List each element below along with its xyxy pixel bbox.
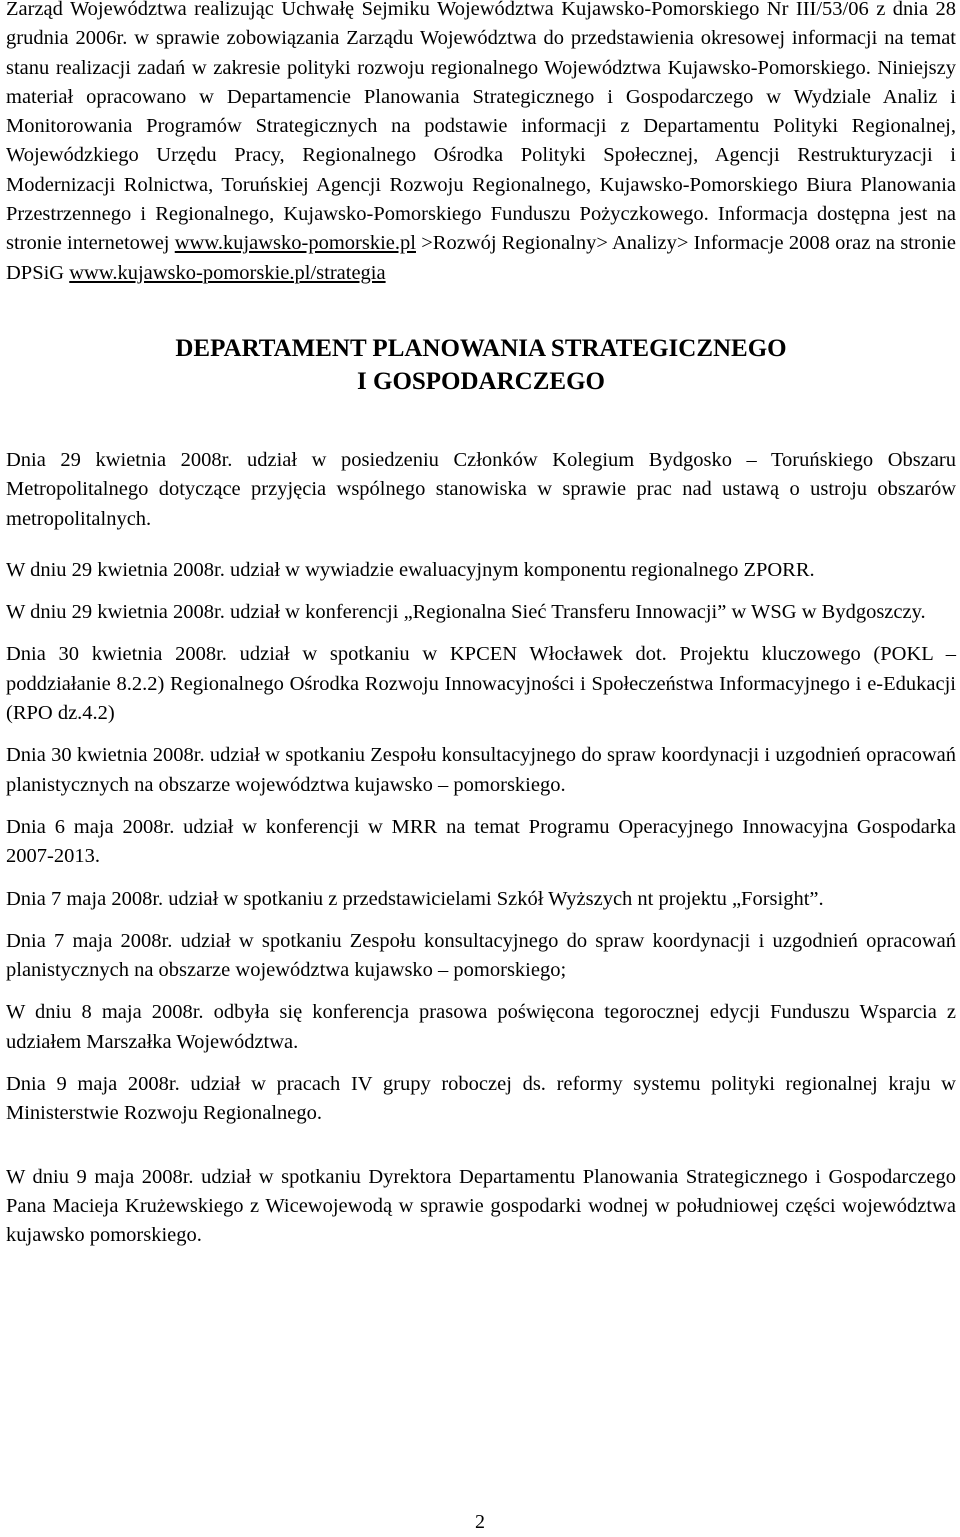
document-page — [6, 0, 956, 1264]
intro-text-middle: >Rozwój Regionalny> Analizy> Informacje 2008 oraz na stronie DPSiG — [6, 232, 956, 284]
entry-item: Dnia 30 kwietnia 2008r. udział w spotkaniu w KPCEN Włocławek dot. Projektu kluczowego (POKL – poddziałanie 8.2.2) Regionalnego Ośrodka Rozwoju Innowacyjności i Społeczeństwa Informacyjnego i e-Edukacji (RPO dz.4.2) — [6, 643, 956, 725]
website-link[interactable]: www.kujawsko-pomorskie.pl — [174, 232, 416, 255]
intro-text: Zarząd Województwa realizując Uchwałę Sejmiku Województwa Kujawsko-Pomorskiego Nr III/53/06 z dnia 28 grudnia 2006r. w sprawie zobowiązania Zarządu Województwa do przedstawienia okresowej informacji na temat stanu realizacji zadań w zakresie polityki rozwoju regionalnego Województwa Kujawsko-Pomorskiego. Niniejszy materiał opracowano w Departamencie Planowania Strategicznego i Gospodarczego w Wydziale Analiz i Monitorowania Programów Strategicznych na podstawie informacji z Departamentu Polityki Regionalnej, Wojewódzkiego Urzędu Pracy, Regionalnego Ośrodka Polityki Społecznej, Agencji Restrukturyzacji i Modernizacji Rolnictwa, Toruńskiej Agencji Rozwoju Regionalnego, Kujawsko-Pomorskiego Biura Planowania Przestrzennego i Regionalnego, Kujawsko-Pomorskiego Funduszu Pożyczkowego. Informacja dostępna jest na stronie internetowej — [6, 0, 956, 255]
page-number: 2 — [475, 1511, 485, 1533]
entry-item: Dnia 29 kwietnia 2008r. udział w posiedzeniu Członków Kolegium Bydgosko – Toruńskiego Obszaru Metropolitalnego dotyczące przyjęcia wspólnego stanowiska w sprawie prac nad ustawą o ustroju obszarów metropolitalnych. — [6, 448, 956, 530]
entry-item: W dniu 29 kwietnia 2008r. udział w wywiadzie ewaluacyjnym komponentu regionalnego ZPORR. — [6, 558, 815, 581]
entry-item: Dnia 7 maja 2008r. udział w spotkaniu Zespołu konsultacyjnego do spraw koordynacji i uzgodnień opracowań planistycznych na obszarze województwa kujawsko – pomorskiego; — [6, 929, 956, 982]
entry-item: Dnia 7 maja 2008r. udział w spotkaniu z przedstawicielami Szkół Wyższych nt projektu „Forsight”. — [6, 887, 824, 910]
strategy-link[interactable]: www.kujawsko-pomorskie.pl/strategia — [69, 261, 386, 284]
entry-item: Dnia 30 kwietnia 2008r. udział w spotkaniu Zespołu konsultacyjnego do spraw koordynacji i uzgodnień opracowań planistycznych na obszarze województwa kujawsko – pomorskiego. — [6, 744, 956, 796]
department-heading — [6, 288, 956, 446]
intro-paragraph — [6, 0, 956, 288]
entry-item: Dnia 6 maja 2008r. udział w konferencji w MRR na temat Programu Operacyjnego Innowacyjna Gospodarka 2007-2013. — [6, 815, 956, 868]
entry-item: W dniu 29 kwietnia 2008r. udział w konferencji „Regionalna Sieć Transferu Innowacji” w WSG w Bydgoszczy. — [6, 601, 926, 624]
heading-line-2: I GOSPODARCZEGO — [357, 367, 605, 395]
heading-line-1: DEPARTAMENT PLANOWANIA STRATEGICZNEGO — [175, 334, 787, 362]
entry-item: Dnia 9 maja 2008r. udział w pracach IV grupy roboczej ds. reformy systemu polityki regionalnej kraju w Ministerstwie Rozwoju Regionalnego. — [6, 1073, 956, 1125]
entry-item: W dniu 9 maja 2008r. udział w spotkaniu Dyrektora Departamentu Planowania Strategicznego i Gospodarczego Pana Macieja Krużewskiego z Wicewojewodą w sprawie gospodarki wodnej w południowej części województwa kujawsko pomorskiego. — [6, 1165, 956, 1247]
entry-item: W dniu 8 maja 2008r. odbyła się konferencja prasowa poświęcona tegorocznej edycji Funduszu Wsparcia z udziałem Marszałka Województwa. — [6, 1001, 956, 1053]
